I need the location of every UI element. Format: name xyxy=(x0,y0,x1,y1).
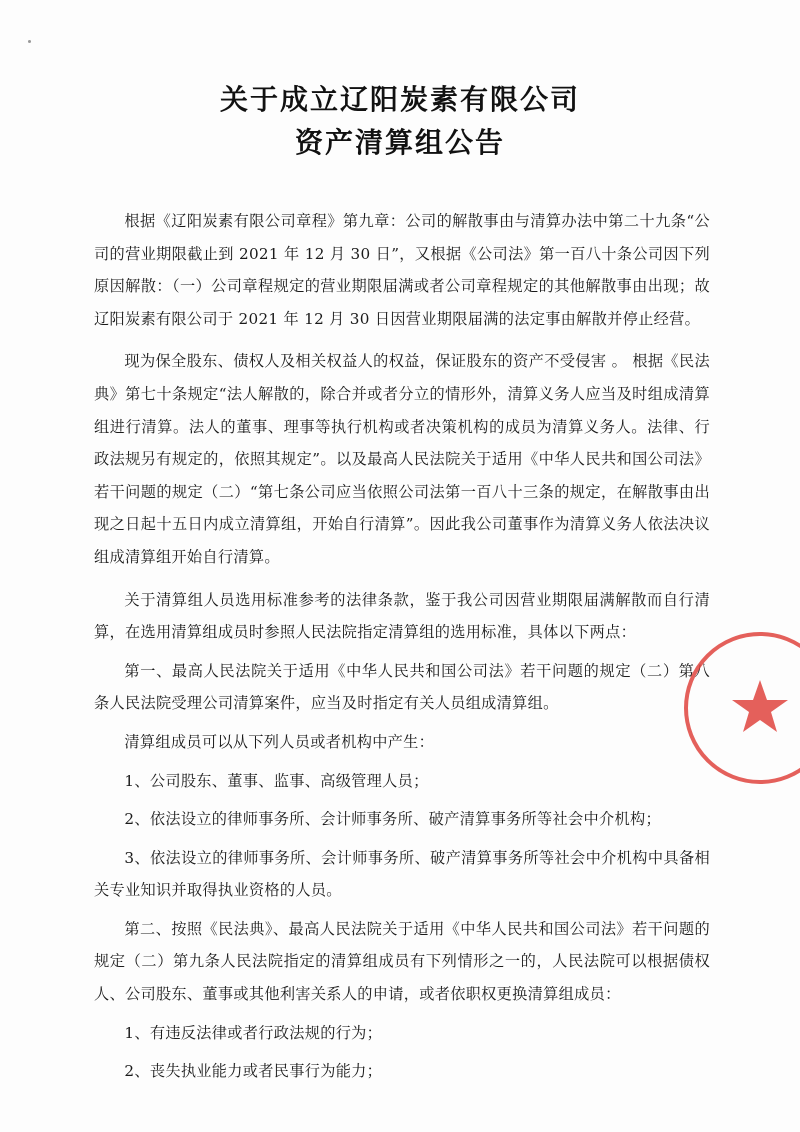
paragraph-members-source: 清算组成员可以从下列人员或者机构中产生： xyxy=(124,732,435,751)
document-title-line-1: 关于成立辽阳炭素有限公司 xyxy=(219,83,580,116)
list-item-violation: 1、有违反法律或者行政法规的行为； xyxy=(124,1023,383,1042)
list-item-1: 1、公司股东、董事、监事、高级管理人员； xyxy=(124,771,429,790)
list-item-2: 2、依法设立的律师事务所、会计师事务所、破产清算事务所等社会中介机构； xyxy=(124,810,661,829)
paragraph-second-point: 第二、按照《民法典》、最高人民法院关于适用《中华人民共和国公司法》若干问题的规定（二）第九条人民法院指定的清算组成员有下列情形之一的，人民法院可以根据债权人、公司股东、董事或其他利害关系人的申请，或者依职权更换清算组成员： xyxy=(94,919,710,1004)
paragraph-selection-standard: 关于清算组人员选用标准参考的法律条款，鉴于我公司因营业期限届满解散而自行清算，在选用清算组成员时参照人民法院指定清算组的选用标准，具体以下两点： xyxy=(94,590,710,642)
document-body xyxy=(94,205,710,1094)
list-item-capacity: 2、丧失执业能力或者民事行为能力； xyxy=(124,1062,383,1081)
seal-star-icon xyxy=(732,680,788,732)
scan-speck xyxy=(28,40,31,43)
list-item-3: 3、依法设立的律师事务所、会计师事务所、破产清算事务所等社会中介机构中具备相关专业知识并取得执业资格的人员。 xyxy=(94,848,710,900)
paragraph-first-point: 第一、最高人民法院关于适用《中华人民共和国公司法》若干问题的规定（二）第八条人民法院受理公司清算案件，应当及时指定有关人员组成清算组。 xyxy=(94,661,710,713)
paragraph-dissolution-basis: 根据《辽阳炭素有限公司章程》第九章：公司的解散事由与清算办法中第二十九条“公司的营业期限截止到 2021 年 12 月 30 日”，又根据《公司法》第一百八十条公司因下列原因解散：（一）公司章程规定的营业期限届满或者公司章程规定的其他解散事由出现；故辽阳炭素有限公司于 2021 年 12 月 30 日因营业期限届满的法定事由解散并停止经营。 xyxy=(94,212,710,328)
document-title-line-2: 资产清算组公告 xyxy=(294,126,505,159)
company-seal-stamp xyxy=(680,628,800,788)
paragraph-civil-code: 现为保全股东、债权人及相关权益人的权益，保证股东的资产不受侵害 。 根据《民法典》第七十条规定“法人解散的，除合并或者分立的情形外，清算义务人应当及时组成清算组进行清算。法人的董事、理事等执行机构或者决策机构的成员为清算义务人。法律、行政法规另有规定的，依照其规定”。以及最高人民法院关于适用《中华人民共和国公司法》若干问题的规定（二）“第七条公司应当依照公司法第一百八十三条的规定，在解散事由出现之日起十五日内成立清算组，开始自行清算”。因此我公司董事作为清算义务人依法决议组成清算组开始自行清算。 xyxy=(94,352,710,566)
